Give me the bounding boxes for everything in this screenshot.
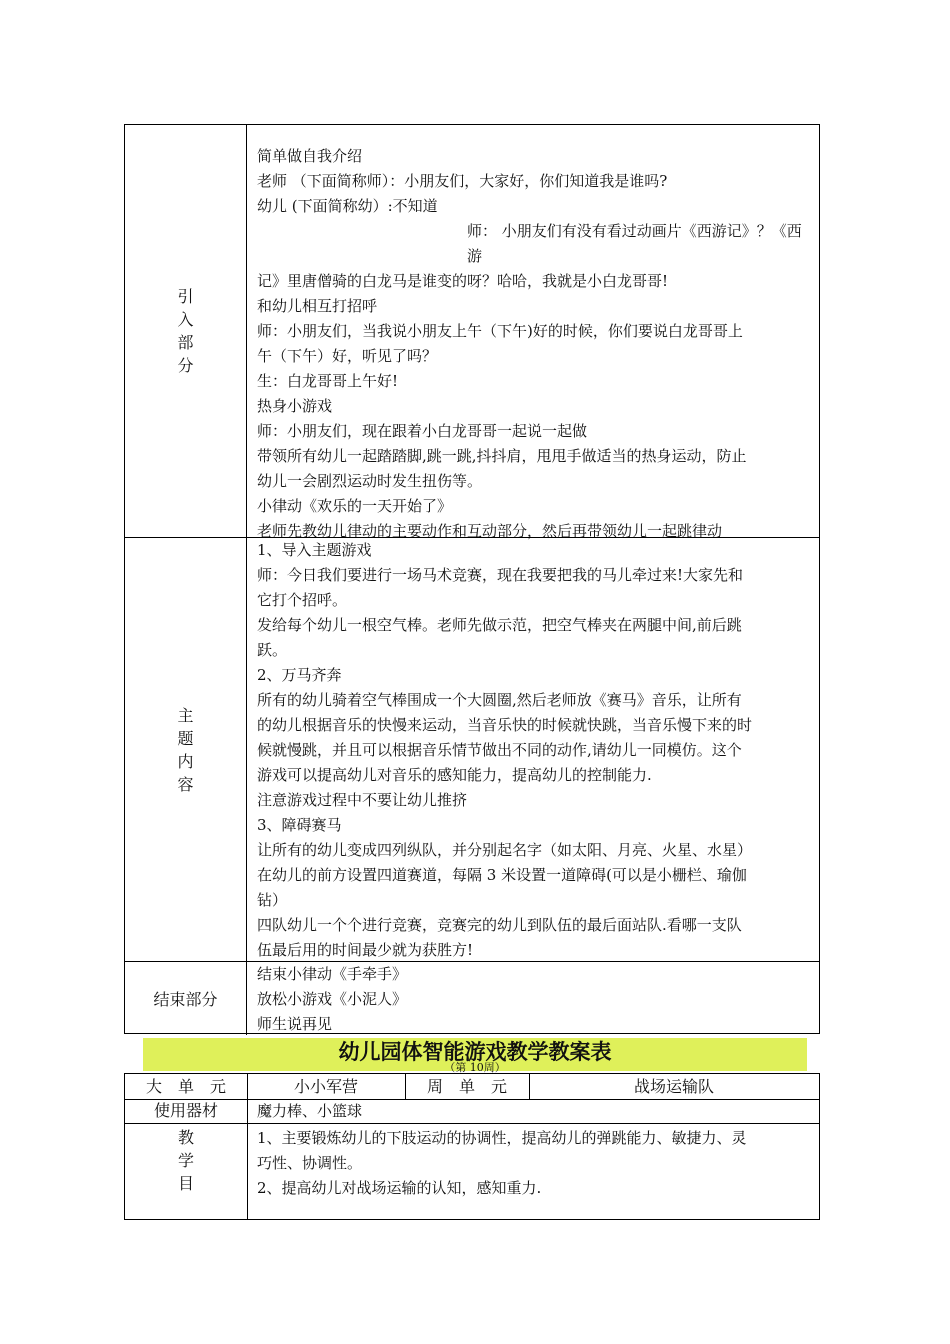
intro-line: 带领所有幼儿一起踏踏脚,跳一跳,抖抖肩，甩甩手做适当的热身运动，防止 [257, 447, 747, 465]
intro-line: 师： 小朋友们有没有看过动画片《西游记》？《西游 [467, 222, 802, 265]
goal-line: 巧性、协调性。 [257, 1154, 363, 1172]
ending-content [257, 962, 811, 1037]
main-label-char: 内 [177, 751, 194, 771]
intro-line: 幼儿一会剧烈运动时发生扭伤等。 [257, 472, 483, 490]
goal-label-char: 目 [177, 1174, 194, 1193]
plan-table [124, 1073, 820, 1220]
week-unit-value: 战场运输队 [633, 1077, 714, 1096]
ending-line: 师生说再见 [257, 1015, 333, 1033]
main-line: 游戏可以提高幼儿对音乐的感知能力，提高幼儿的控制能力. [257, 766, 652, 784]
main-line: 钻） [257, 891, 288, 909]
big-unit-value: 小小军营 [293, 1077, 358, 1096]
equipment-value: 魔力棒、小篮球 [257, 1102, 363, 1120]
week-number: （第 10周） [444, 1061, 506, 1074]
intro-line: 师：小朋友们，现在跟着小白龙哥哥一起说一起做 [257, 422, 588, 440]
intro-label [125, 125, 247, 537]
main-line: 四队幼儿一个个进行竞赛，竞赛完的幼儿到队伍的最后面站队.看哪一支队 [257, 916, 742, 934]
main-label-char: 主 [177, 705, 194, 725]
row-divider [125, 1123, 819, 1124]
form-title: 幼儿园体智能游戏教学教案表 [338, 1040, 612, 1064]
goal-label [125, 1126, 247, 1195]
main-line: 注意游戏过程中不要让幼儿推挤 [257, 791, 468, 809]
main-line: 的幼儿根据音乐的快慢来运动，当音乐快的时候就快跳，当音乐慢下来的时 [257, 716, 753, 734]
main-line: 3、障碍赛马 [257, 816, 342, 834]
goal-label-char: 教 [177, 1128, 194, 1147]
main-line: 跃。 [257, 641, 288, 659]
intro-line: 热身小游戏 [257, 397, 333, 415]
main-label [125, 538, 247, 961]
ending-line: 放松小游戏《小泥人》 [257, 990, 408, 1008]
intro-line: 生：白龙哥哥上午好! [257, 372, 399, 390]
intro-label-char: 入 [177, 310, 194, 329]
intro-label-char: 引 [177, 287, 194, 306]
main-line: 2、万马齐奔 [257, 666, 342, 684]
intro-line: 简单做自我介绍 [257, 147, 363, 165]
main-row [125, 537, 819, 961]
main-line: 1、导入主题游戏 [257, 541, 372, 559]
week-unit-label: 周 单 元 [426, 1077, 507, 1096]
main-line: 伍最后用的时间最少就为获胜方! [257, 941, 474, 959]
intro-content [257, 144, 811, 544]
lesson-table [124, 124, 820, 1034]
main-content [257, 538, 811, 963]
main-label-char: 题 [177, 728, 194, 748]
main-line: 师：今日我们要进行一场马术竞赛，现在我要把我的马儿牵过来!大家先和 [257, 566, 744, 584]
ending-label-text: 结束部分 [153, 990, 218, 1009]
intro-line: 和幼儿相互打招呼 [257, 297, 378, 315]
intro-label-char: 分 [177, 356, 194, 375]
intro-row [125, 125, 819, 540]
ending-label [125, 962, 247, 1035]
equipment-label: 使用器材 [153, 1101, 218, 1120]
ending-line: 结束小律动《手牵手》 [257, 965, 408, 983]
intro-label-char: 部 [177, 333, 194, 352]
goal-line: 1、主要锻炼幼儿的下肢运动的协调性，提高幼儿的弹跳能力、敏捷力、灵 [257, 1129, 747, 1147]
goal-label-char: 学 [177, 1151, 194, 1170]
intro-line: 老师 （下面简称师）：小朋友们，大家好，你们知道我是谁吗? [257, 172, 668, 190]
intro-line: 老师先教幼儿律动的主要动作和互动部分，然后再带领幼儿一起跳律动 [257, 522, 723, 540]
big-unit-label: 大 单 元 [145, 1077, 226, 1096]
intro-line: 记》里唐僧骑的白龙马是谁变的呀？哈哈，我就是小白龙哥哥! [257, 272, 669, 290]
intro-line: 小律动《欢乐的一天开始了》 [257, 497, 453, 515]
main-line: 它打个招呼。 [257, 591, 348, 609]
main-line: 发给每个幼儿一根空气棒。老师先做示范，把空气棒夹在两腿中间,前后跳 [257, 616, 742, 634]
ending-row [125, 961, 819, 1035]
intro-line: 幼儿 (下面简称幼）:不知道 [257, 197, 438, 215]
main-label-char: 容 [177, 774, 194, 794]
goal-line: 2、提高幼儿对战场运输的认知，感知重力. [257, 1179, 542, 1197]
main-line: 候就慢跳，并且可以根据音乐情节做出不同的动作,请幼儿一同模仿。这个 [257, 741, 742, 759]
intro-line: 师：小朋友们，当我说小朋友上午（下午)好的时候，你们要说白龙哥哥上 [257, 322, 743, 340]
main-line: 在幼儿的前方设置四道赛道，每隔 3 米设置一道障碍(可以是小栅栏、瑜伽 [257, 866, 747, 884]
intro-line: 午（下午）好，听见了吗？ [257, 347, 438, 365]
goal-content [257, 1126, 811, 1201]
main-line: 让所有的幼儿变成四列纵队，并分别起名字（如太阳、月亮、火星、水星） [257, 841, 753, 859]
main-line: 所有的幼儿骑着空气棒围成一个大圆圈,然后老师放《赛马》音乐，让所有 [257, 691, 742, 709]
